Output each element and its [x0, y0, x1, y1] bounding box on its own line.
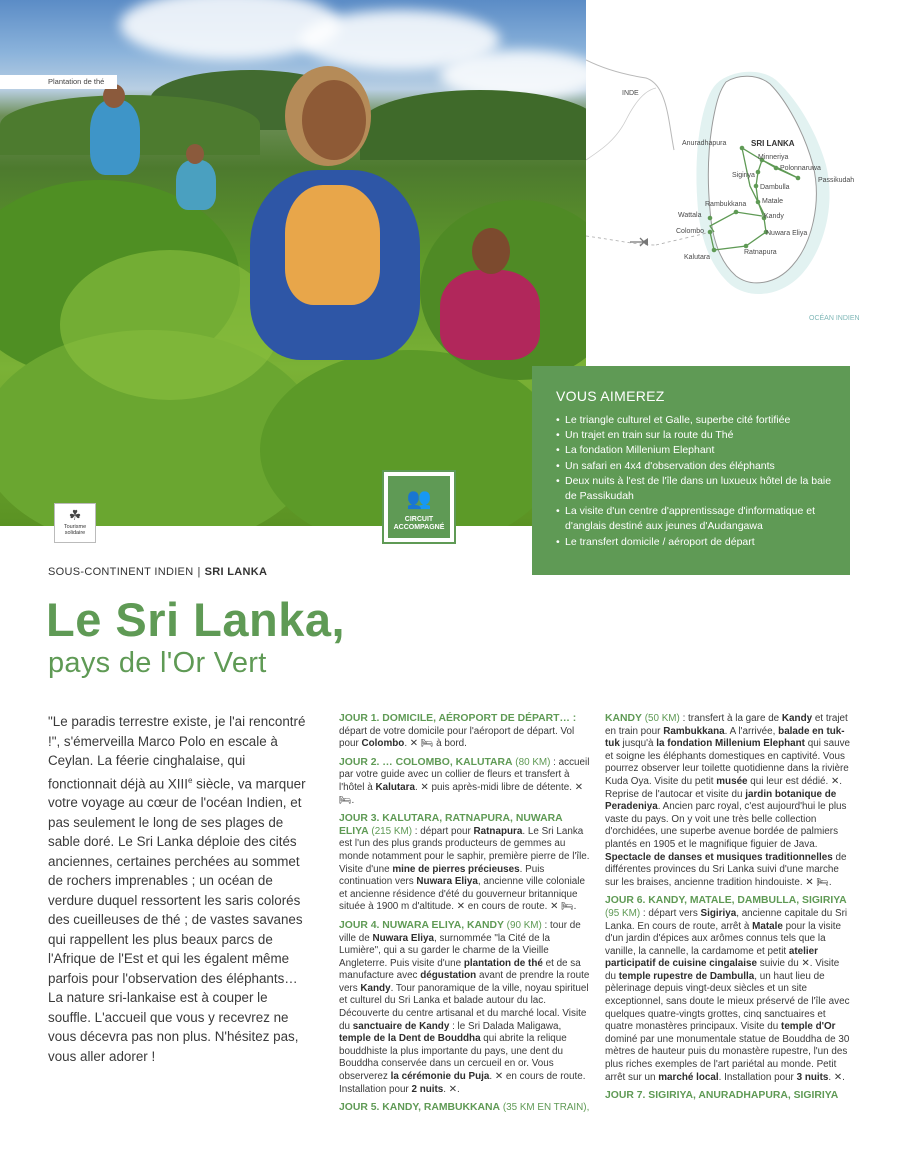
day-text-bold: Matale	[752, 920, 783, 932]
map-label-sri-lanka: SRI LANKA	[751, 139, 795, 148]
day-text-bold: temple de la Dent de Bouddha	[339, 1033, 481, 1045]
tourisme-solidaire-logo	[54, 503, 96, 543]
map-city: Rambukkana	[705, 201, 747, 208]
breadcrumb-region: SOUS-CONTINENT INDIEN	[48, 566, 194, 578]
day-text-bold: sanctuaire de Kandy	[352, 1020, 450, 1032]
day-text: : départ pour	[414, 825, 474, 837]
day-text: . ✕ puis après-midi libre de détente. ✕ 🛏.	[339, 781, 584, 806]
page-subtitle: pays de l'Or Vert	[48, 647, 267, 679]
circuit-accompagne-logo	[382, 470, 456, 544]
map-label-ocean: OCÉAN INDIEN	[809, 315, 860, 322]
intro-text: siècle, va marquer votre voyage au cœur de l'océan Indien, et pas seulement le long de ses plages de sable doré. Le Sri Lanka déploie des cités anciennes, certaines perchées au sommet de rochers imprenables ; un océan de verdure duquel ressortent les saris colorés des cueilleuses de thé ; de vastes savanes qui rappellent les plus beaux parcs de l'Afrique de l'Est et qui les égalent même parfois pour l'observation des éléphants… La nature sri-lankaise est à couper le souffle. L'accueil que vous y recevrez ne vous décevra pas non plus. N'hésitez pas, vous aller adorer !	[48, 775, 306, 1064]
day-text-bold: atelier participatif de cuisine cingalaise	[605, 945, 818, 970]
itinerary-column-1	[339, 713, 591, 1121]
itinerary-day	[339, 713, 591, 751]
circuit-label: CIRCUIT	[404, 516, 434, 523]
map-city: Anuradhapura	[682, 140, 727, 147]
day-distance: (95 KM)	[605, 907, 643, 919]
day-text-bold: plantation de thé	[463, 957, 543, 969]
day-title: JOUR 5. KANDY, RAMBUKKANA	[339, 1102, 501, 1114]
logo-label-line1: Tourisme	[63, 524, 87, 530]
itinerary-day	[339, 757, 591, 807]
map-city: Ratnapura	[744, 249, 777, 256]
day-title: KANDY	[605, 713, 642, 724]
day-text: . ✕.	[828, 1071, 845, 1083]
day-text-bold: la cérémonie du Puja	[390, 1071, 490, 1083]
breadcrumb-country: SRI LANKA	[204, 566, 268, 578]
highlights-list	[556, 413, 832, 550]
day-text-bold: Spectacle de danses et musiques traditionnelles	[605, 851, 833, 863]
day-text-bold: marché local	[658, 1071, 719, 1083]
map-city: Sigiriya	[732, 172, 755, 179]
map-city: Minneriya	[758, 154, 789, 161]
map-city: Dambulla	[760, 184, 790, 191]
highlight-item: • Un safari en 4x4 d'observation des éléphants	[556, 459, 832, 474]
day-text: suivie du ✕. Visite du	[605, 958, 840, 982]
day-text-bold: musée	[716, 775, 748, 787]
day-text: avant de prendre la route vers	[339, 970, 590, 994]
day-text-bold: Nuwara Eliya	[416, 876, 478, 888]
day-distance: (90 KM)	[503, 919, 545, 931]
sri-lanka-map	[586, 0, 900, 366]
highlights-box	[532, 366, 850, 575]
day-text: qui leur est dédié. ✕. Reprise de l'autocar et visite du	[605, 775, 843, 800]
day-text: . Installation pour	[718, 1071, 797, 1083]
day-distance: (215 KM)	[368, 825, 415, 837]
day-text: : départ vers	[642, 907, 701, 919]
itinerary-day	[339, 813, 591, 914]
day-text: , ancienne ville coloniale et ancienne résidence d'été du gouverneur britannique située à 1900 m d'altitude. ✕ en cours de route. ✕ 🛏.	[339, 876, 585, 913]
map-label-inde: INDE	[622, 90, 639, 97]
day-text-bold: Sigiriya	[700, 907, 737, 919]
day-text: . Puis continuation vers	[339, 863, 545, 888]
day-distance: (80 KM)	[512, 756, 554, 768]
highlights-title: VOUS AIMEREZ	[556, 388, 665, 404]
logo-label-line2: solidaire	[64, 530, 86, 536]
day-text: . Le Sri Lanka est l'un des plus grands producteurs de gemmes au monde notamment pour le saphir, première pierre de l'île. Visite d'une	[339, 825, 590, 875]
highlight-item: • Le triangle culturel et Galle, superbe cité fortifiée	[556, 413, 832, 428]
day-text: . Tour panoramique de la ville, noyau spirituel et culturel du Sri Lanka et balade autour du lac. Découverte du centre artisanal et du marché local. Visite du	[339, 982, 589, 1032]
day-text-bold: mine de pierres précieuses	[392, 863, 520, 875]
map-city: Passikudah	[818, 177, 855, 184]
intro-text: "Le paradis terrestre existe, je l'ai rencontré !", s'émerveilla Marco Polo en escale à Ceylan. La féerie cinghalaise, qui fonctionnait déjà au XIII	[48, 714, 306, 791]
highlight-item: • La fondation Millenium Elephant	[556, 443, 832, 458]
day-text: départ de votre domicile pour l'aéroport de départ. Vol pour	[339, 725, 575, 750]
people-hands-icon: ☘	[68, 507, 82, 523]
day-text: : le Sri Dalada Maligawa,	[449, 1020, 562, 1032]
day-distance: (50 KM)	[641, 713, 683, 724]
highlight-item: • La visite d'un centre d'apprentissage d'informatique et d'anglais destiné aux jeunes d'Audangawa	[556, 504, 832, 534]
day-title: JOUR 6. KANDY, MATALE, DAMBULLA, SIGIRIYA	[605, 895, 847, 907]
day-title: JOUR 7. SIGIRIYA, ANURADHAPURA, SIGIRIYA	[605, 1090, 839, 1102]
map-city: Colombo	[676, 228, 705, 235]
day-text-bold: jardin botanique de Peradeniya	[605, 788, 837, 813]
day-text-bold: temple rupestre de Dambulla	[618, 970, 755, 982]
photo-caption: Plantation de thé	[0, 75, 117, 89]
accompagne-label: ACCOMPAGNÉ	[393, 524, 445, 531]
map-city: Nuwara Eliya	[766, 230, 808, 237]
day-text-bold: la fondation Millenium Elephant	[656, 738, 805, 750]
day-text: . A l'arrivée,	[724, 725, 779, 737]
intro-superscript: e	[187, 775, 193, 785]
itinerary-day	[339, 1102, 591, 1115]
map-city: Kalutara	[684, 254, 711, 261]
day-text-bold: 2 nuits	[411, 1083, 444, 1095]
day-text-bold: balade en tuk-tuk	[605, 725, 845, 750]
highlight-item: • Un trajet en train sur la route du Thé	[556, 428, 832, 443]
day-distance: (35 KM EN TRAIN),	[500, 1102, 590, 1114]
map-city: Polonnaruwa	[780, 165, 821, 172]
day-text-bold: Rambukkana	[663, 725, 725, 737]
day-title: JOUR 4. NUWARA ELIYA, KANDY	[339, 919, 504, 931]
day-text: . ✕ en cours de route. Installation pour	[339, 1071, 586, 1095]
day-text-bold: Kalutara	[375, 781, 415, 793]
day-text: de différentes provinces du Sri Lanka suivi d'une marche sur les braises, ancienne tradition hindouiste. ✕ 🛏.	[605, 851, 847, 888]
itinerary-day	[605, 713, 851, 889]
day-text-bold: Kandy	[360, 982, 391, 994]
day-text: pour la visite d'un jardin d'épices aux arômes connus tels que la vanille, la cannelle, la cardamome et petit	[605, 920, 842, 957]
itinerary-day	[605, 1090, 851, 1103]
day-text: qui abrite la relique bouddhiste la plus importante du pays, une dent du Bouddha conservée dans un cercueil en or. Vous observerez	[339, 1033, 567, 1083]
map-city: Kandy	[764, 213, 784, 220]
itinerary-day	[605, 895, 851, 1084]
map-city: Wattala	[678, 212, 702, 219]
day-text: : tour de ville de	[339, 919, 581, 944]
day-title: JOUR 1. DOMICILE, AÉROPORT DE DÉPART… :	[339, 713, 577, 724]
itinerary-column-2	[605, 713, 851, 1109]
itinerary-day	[339, 920, 591, 1096]
page-title: Le Sri Lanka,	[46, 593, 346, 646]
day-text-bold: dégustation	[420, 970, 477, 982]
day-text: jusqu'à	[619, 738, 657, 750]
intro-paragraph	[48, 712, 310, 1066]
day-title: JOUR 2. … COLOMBO, KALUTARA	[339, 756, 513, 768]
breadcrumb-separator: |	[197, 566, 201, 578]
day-text: , un haut lieu de pèlerinage depuis vingt-deux siècles et un site exceptionnel, sans doute le mieux préservé de l'île avec quelques quatre-vingts grottes, cinq sanctuaires et quatre monastères principaux. Visite du	[605, 970, 850, 1033]
day-text: . ✕ 🛏 à bord.	[404, 738, 467, 750]
day-text: et trajet en train pour	[605, 713, 848, 737]
group-route-icon: 👥	[406, 488, 432, 510]
day-text: dominé par une monumentale statue de Bouddha de 30 mètres de hauteur puis du monastère rupestre, l'un des plus riches exemples de l'art pariétal au monde. Petit arrêt sur un	[605, 1033, 850, 1083]
day-text-bold: Colombo	[361, 738, 405, 750]
day-text: , surnommée "la Cité de la Lumière", qui a su garder le charme de la Vieille Angleterre. Puis visite d'une	[339, 932, 550, 969]
day-title: JOUR 3. KALUTARA, RATNAPURA, NUWARA ELIYA	[339, 813, 563, 837]
breadcrumb	[48, 566, 267, 578]
day-text: . Ancien parc royal, c'est aujourd'hui le plus vaste du pays. On y voit une très belle collection d'orchidées, une superbe avenue bordée de palmiers plantés en 1905 et le magnifique figuier de Java.	[605, 801, 847, 850]
day-text: , ancienne capitale du Sri Lanka. En cours de route, arrêt à	[605, 907, 848, 932]
day-text: . ✕.	[443, 1083, 460, 1095]
day-text: et de sa manufacture avec	[339, 957, 581, 982]
day-text: : transfert à la gare de	[682, 713, 782, 724]
day-text-bold: 3 nuits	[796, 1071, 829, 1083]
day-text: qui sauve et soigne les éléphants domestiques en captivité. Vous pourrez observer leur toilette quotidienne dans la rivière Kuda Oya. Visite du petit	[605, 738, 851, 787]
day-text: : accueil par votre guide avec un collier de fleurs et transfert à l'hôtel à	[339, 756, 590, 793]
day-text-bold: temple d'Or	[781, 1021, 836, 1033]
day-text-bold: Nuwara Eliya	[372, 932, 434, 944]
day-text-bold: Ratnapura	[473, 825, 523, 837]
highlight-item: • Le transfert domicile / aéroport de départ	[556, 535, 832, 550]
map-city: Matale	[762, 198, 784, 205]
day-text-bold: Kandy	[781, 713, 813, 724]
highlight-item: • Deux nuits à l'est de l'île dans un luxueux hôtel de la baie de Passikudah	[556, 474, 832, 504]
